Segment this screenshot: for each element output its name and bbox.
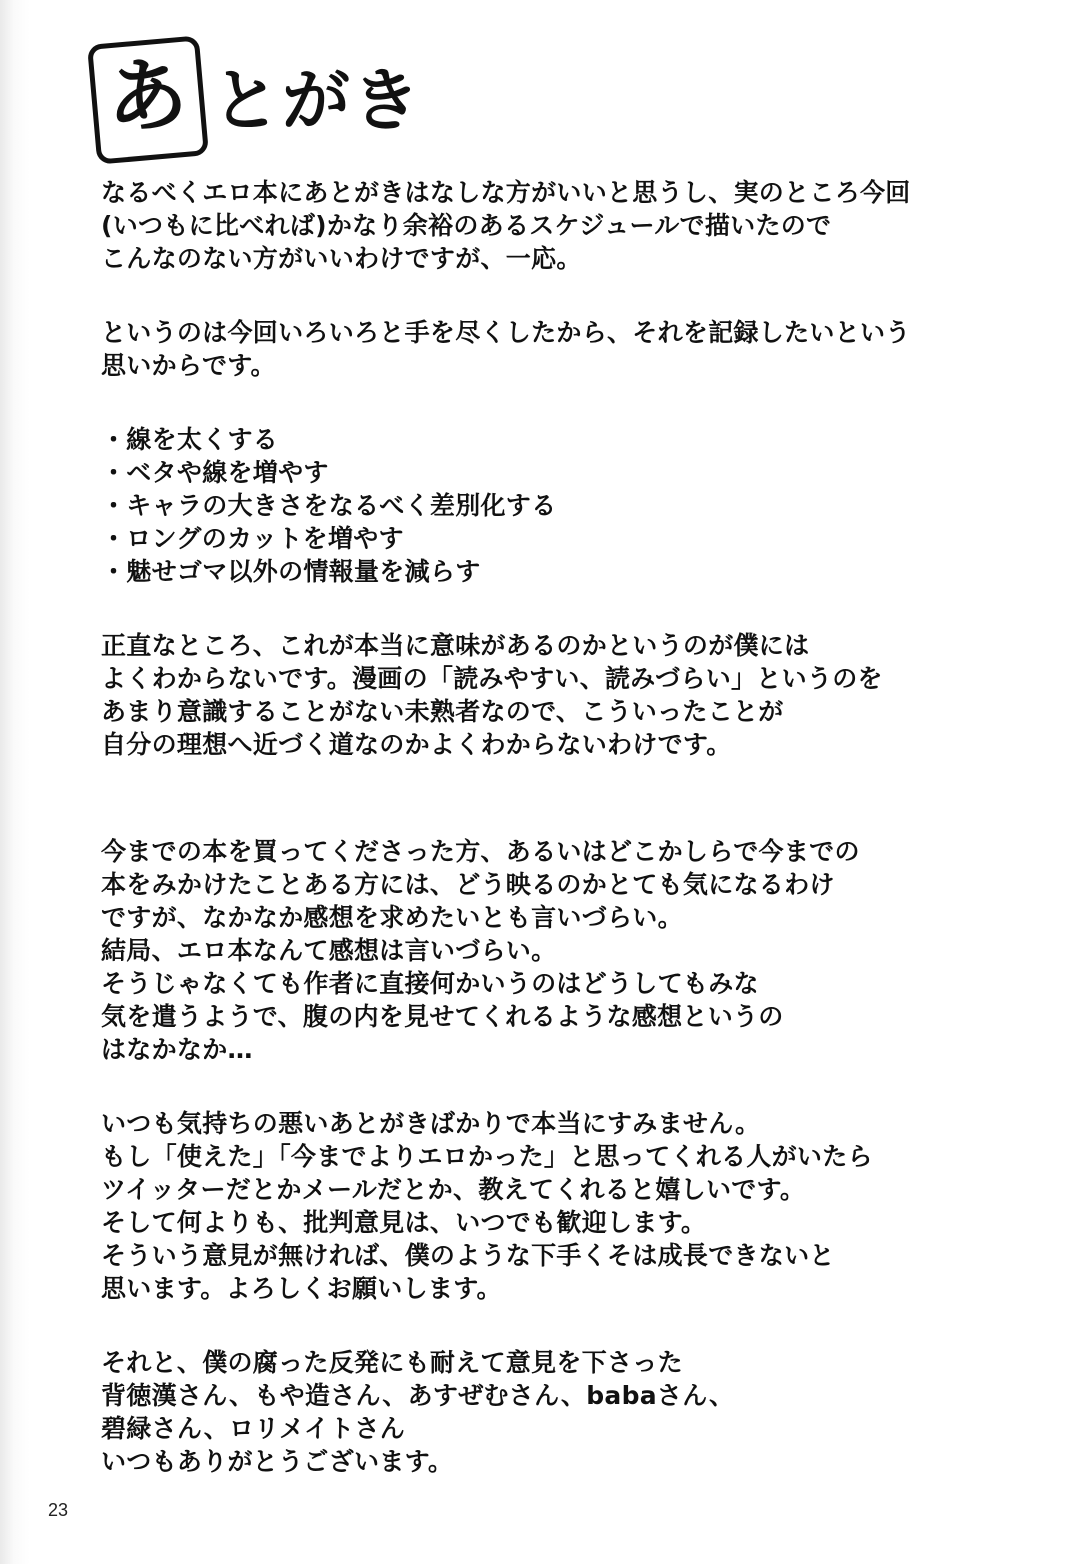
paragraph-intro <box>101 176 1001 275</box>
list-item: ・ロングのカットを増やす <box>101 524 404 553</box>
text-line: はなかなか… <box>101 1035 253 1064</box>
list-item: ・ベタや線を増やす <box>101 458 329 487</box>
text-line: ツイッターだとかメールだとか、教えてくれると嬉しいです。 <box>101 1175 806 1204</box>
paragraph-readers <box>101 835 1001 1066</box>
text-line: 思いからです。 <box>101 351 276 380</box>
list-item: ・線を太くする <box>101 425 279 454</box>
text-line: 結局、エロ本なんて感想は言いづらい。 <box>101 936 557 965</box>
paragraph-feedback <box>101 1107 1001 1305</box>
text-line: ですが、なかなか感想を求めたいとも言いづらい。 <box>101 903 683 932</box>
text-line: そして何よりも、批判意見は、いつでも歓迎します。 <box>101 1208 707 1237</box>
paragraph-reason <box>101 316 1001 382</box>
text-line: というのは今回いろいろと手を尽くしたから、それを記録したいという <box>101 318 911 347</box>
text-line: そういう意見が無ければ、僕のような下手くそは成長できないと <box>101 1241 835 1270</box>
text-line: いつもありがとうございます。 <box>101 1447 454 1476</box>
text-line: そうじゃなくても作者に直接何かいうのはどうしてもみな <box>101 969 759 998</box>
text-line: (いつもに比べれば)かなり余裕のあるスケジュールで描いたので <box>101 211 832 240</box>
text-line: 正直なところ、これが本当に意味があるのかというのが僕には <box>101 631 810 660</box>
text-line: 思います。よろしくお願いします。 <box>101 1274 502 1303</box>
text-line: よくわからないです。漫画の「読みやすい、読みづらい」というのを <box>101 664 883 693</box>
text-line: 背徳漢さん、もや造さん、あすぜむさん、babaさん、 <box>101 1381 735 1410</box>
text-line: いつも気持ちの悪いあとがきばかりで本当にすみません。 <box>101 1109 761 1138</box>
page-number: 23 <box>48 1500 69 1520</box>
text-line: 今までの本を買ってくださった方、あるいはどこかしらで今までの <box>101 837 860 866</box>
text-line: こんなのない方がいいわけですが、一応。 <box>101 244 582 273</box>
text-line: もし「使えた」「今までよりエロかった」と思ってくれる人がいたら <box>101 1142 873 1171</box>
paragraph-honestly <box>101 629 1001 761</box>
text-line: 本をみかけたことある方には、どう映るのかとても気になるわけ <box>101 870 835 899</box>
text-line: なるべくエロ本にあとがきはなしな方がいいと思うし、実のところ今回 <box>101 178 911 207</box>
text-line: 自分の理想へ近づく道なのかよくわからないわけです。 <box>101 730 732 759</box>
list-item: ・魅せゴマ以外の情報量を減らす <box>101 557 481 586</box>
text-line: 碧緑さん、ロリメイトさん <box>101 1414 406 1443</box>
afterword-body <box>101 176 1001 1478</box>
text-line: あまり意識することがない未熟者なので、こういったことが <box>101 697 784 726</box>
list-item: ・キャラの大きさをなるべく差別化する <box>101 491 557 520</box>
paragraph-thanks <box>101 1346 1001 1478</box>
bullet-list <box>101 423 1001 588</box>
title-boxed-char: あ <box>107 50 188 144</box>
title-rest: とがき <box>212 62 423 141</box>
text-line: それと、僕の腐った反発にも耐えて意見を下さった <box>101 1348 683 1377</box>
text-line: 気を遣うようで、腹の内を見せてくれるような感想というの <box>101 1002 784 1031</box>
title-boxed-char-frame <box>87 35 209 164</box>
